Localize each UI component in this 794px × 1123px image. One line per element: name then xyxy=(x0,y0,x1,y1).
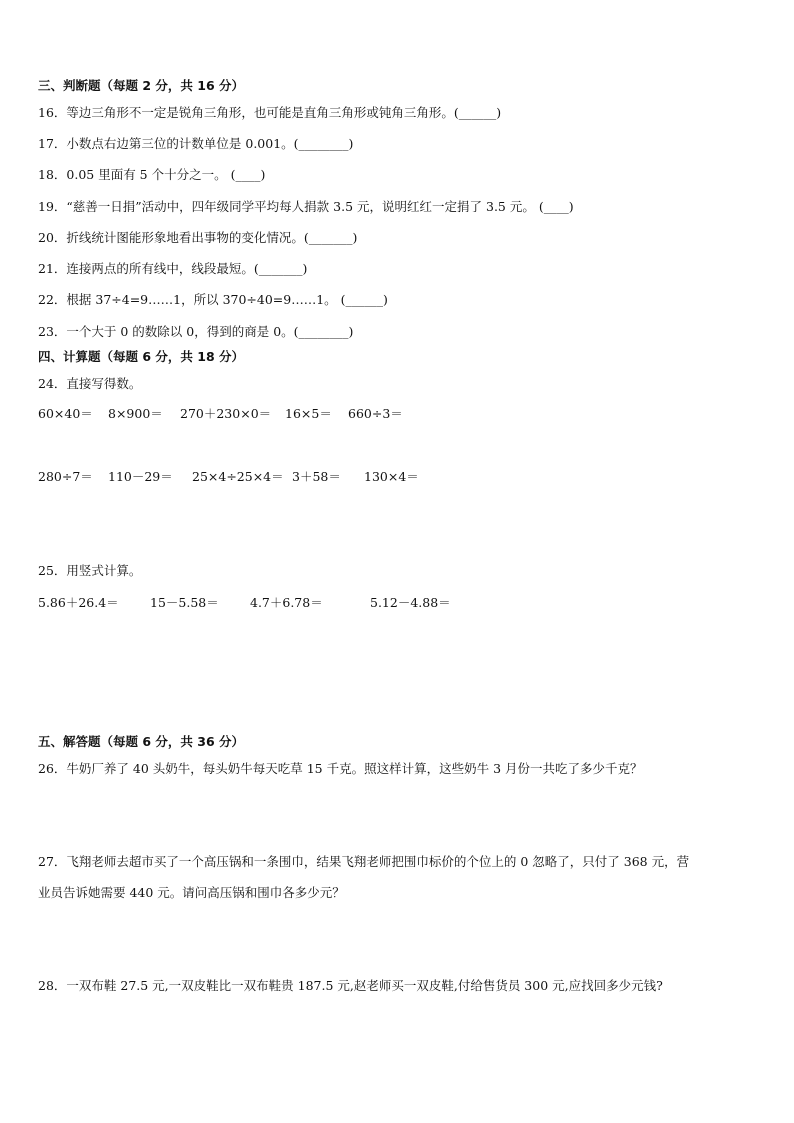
question-24: 24．直接写得数。 xyxy=(38,376,142,391)
question-25: 25．用竖式计算。 xyxy=(38,563,142,578)
mental-calc-1: 60×40＝ xyxy=(38,406,93,421)
question-26: 26．牛奶厂养了 40 头奶牛，每头奶牛每天吃草 15 千克。照这样计算，这些奶牛 3 月份一共吃了多少千克？ xyxy=(38,761,643,776)
question-23: 23．一个大于 0 的数除以 0，得到的商是 0。(________) xyxy=(38,324,354,339)
question-20: 20．折线统计图能形象地看出事物的变化情况。(_______) xyxy=(38,230,358,245)
question-18: 18．0.05 里面有 5 个十分之一。 (____) xyxy=(38,167,266,182)
question-27-line-2: 业员告诉她需要 440 元。请问高压锅和围巾各多少元？ xyxy=(38,885,345,900)
mental-calc-5: 660÷3＝ xyxy=(348,406,403,421)
mental-calc-2: 8×900＝ xyxy=(108,406,163,421)
section-4-heading: 四、计算题（每题 6 分，共 18 分） xyxy=(38,349,245,364)
mental-calc-8: 25×4÷25×4＝ xyxy=(192,469,284,484)
mental-calc-3: 270＋230×0＝ xyxy=(180,406,272,421)
mental-calc-9: 3＋58＝ xyxy=(292,469,341,484)
question-28: 28．一双布鞋 27.5 元,一双皮鞋比一双布鞋贵 187.5 元,赵老师买一双皮鞋,付给售货员 300 元,应找回多少元钱? xyxy=(38,978,663,993)
question-19: 19．“慈善一日捐”活动中，四年级同学平均每人捐款 3.5 元，说明红红一定捐了 3.5 元。 (____) xyxy=(38,199,574,214)
question-21: 21．连接两点的所有线中，线段最短。(_______) xyxy=(38,261,308,276)
vertical-calc-4: 5.12－4.88＝ xyxy=(370,595,451,610)
question-27-line-1: 27．飞翔老师去超市买了一个高压锅和一条围巾，结果飞翔老师把围巾标价的个位上的 0 忽略了，只付了 368 元，营 xyxy=(38,854,690,869)
vertical-calc-3: 4.7＋6.78＝ xyxy=(250,595,323,610)
vertical-calc-1: 5.86＋26.4＝ xyxy=(38,595,119,610)
mental-calc-4: 16×5＝ xyxy=(285,406,332,421)
mental-calc-6: 280÷7＝ xyxy=(38,469,93,484)
question-16: 16．等边三角形不一定是锐角三角形，也可能是直角三角形或钝角三角形。(______) xyxy=(38,105,502,120)
question-22: 22．根据 37÷4=9……1，所以 370÷40=9……1。 (______) xyxy=(38,292,388,307)
section-5-heading: 五、解答题（每题 6 分，共 36 分） xyxy=(38,734,245,749)
question-17: 17．小数点右边第三位的计数单位是 0.001。(________) xyxy=(38,136,354,151)
section-3-heading: 三、判断题（每题 2 分，共 16 分） xyxy=(38,78,245,93)
mental-calc-10: 130×4＝ xyxy=(364,469,419,484)
vertical-calc-2: 15－5.58＝ xyxy=(150,595,219,610)
mental-calc-7: 110－29＝ xyxy=(108,469,173,484)
